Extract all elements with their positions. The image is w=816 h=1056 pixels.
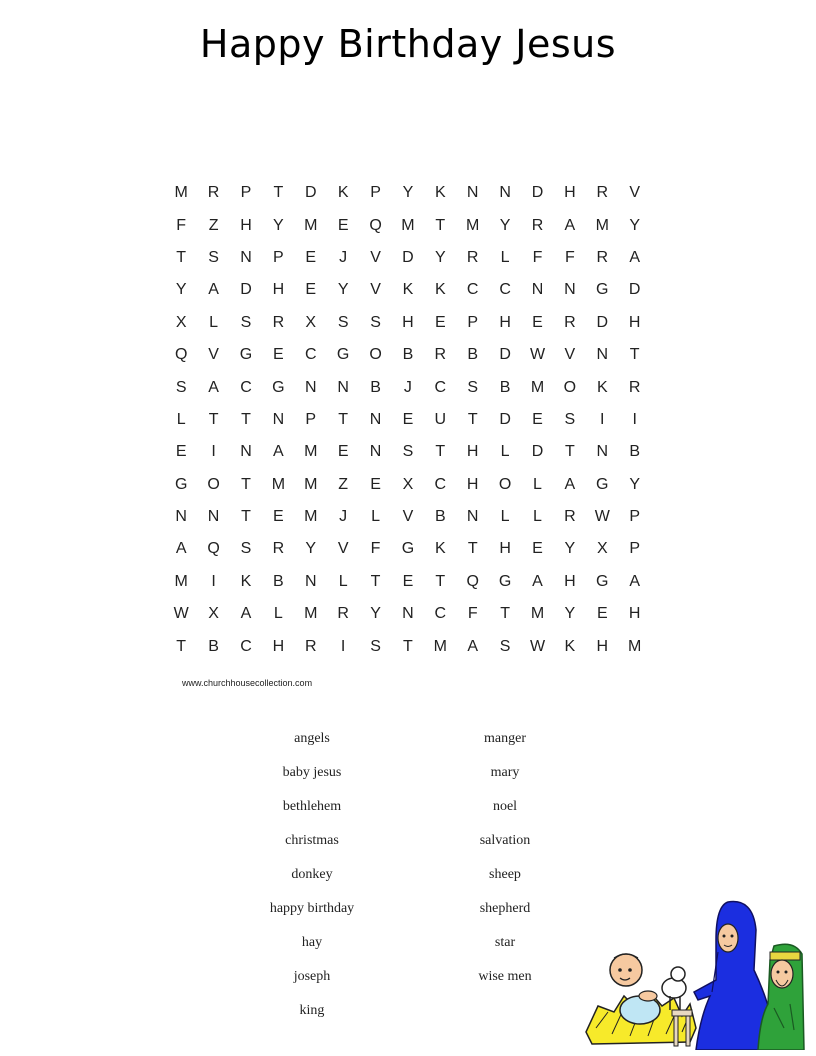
grid-letter: B: [273, 572, 284, 590]
grid-letter: O: [563, 378, 577, 396]
grid-letter: N: [466, 508, 479, 526]
grid-letter: T: [370, 572, 381, 590]
grid-letter: D: [499, 346, 511, 364]
grid-letter: B: [208, 637, 219, 655]
grid-letter: C: [304, 346, 317, 364]
grid-letter: T: [273, 184, 284, 202]
grid-letter: N: [531, 281, 544, 299]
word-list-item: bethlehem: [282, 799, 342, 814]
grid-letter: B: [499, 378, 511, 396]
grid-letter: O: [498, 475, 512, 493]
grid-letter: M: [433, 637, 447, 655]
grid-letter: R: [596, 184, 609, 202]
grid-letter: R: [272, 313, 285, 331]
grid-letter: F: [370, 540, 381, 558]
grid-letter: N: [596, 443, 609, 461]
grid-letter: M: [466, 216, 480, 234]
grid-letter: R: [564, 508, 576, 526]
grid-letter: V: [208, 346, 219, 364]
grid-letter: H: [402, 313, 414, 331]
grid-letter: I: [211, 572, 216, 590]
website-credit: www.churchhousecollection.com: [182, 678, 313, 688]
grid-letter: G: [174, 475, 188, 493]
grid-letter: M: [174, 184, 188, 202]
grid-letter: X: [175, 313, 187, 331]
grid-letter: R: [596, 248, 609, 266]
grid-letter: E: [532, 540, 543, 558]
grid-letter: V: [337, 540, 349, 558]
grid-letter: T: [338, 410, 349, 428]
grid-letter: Y: [175, 281, 187, 299]
grid-letter: Q: [466, 572, 479, 590]
grid-letter: D: [304, 184, 317, 202]
grid-letter: L: [533, 475, 542, 493]
grid-letter: T: [467, 540, 478, 558]
grid-letter: P: [370, 184, 381, 202]
grid-letter: Q: [369, 216, 382, 234]
word-list-item: manger: [484, 731, 526, 746]
grid-letter: B: [370, 378, 381, 396]
grid-letter: N: [304, 572, 317, 590]
grid-letter: O: [369, 346, 382, 364]
grid-letter: P: [629, 508, 640, 526]
grid-letter: K: [434, 281, 446, 299]
grid-letter: R: [434, 346, 447, 364]
grid-letter: K: [564, 637, 576, 655]
grid-letter: Y: [564, 605, 576, 623]
grid-letter: E: [402, 410, 414, 428]
grid-letter: E: [273, 346, 284, 364]
grid-letter: C: [499, 281, 511, 299]
grid-letter: N: [369, 410, 382, 428]
grid-letter: C: [434, 378, 447, 396]
grid-letter: S: [467, 378, 479, 396]
grid-letter: X: [305, 313, 317, 331]
grid-letter: H: [499, 313, 511, 331]
grid-letter: D: [531, 184, 544, 202]
grid-letter: G: [239, 346, 253, 364]
grid-letter: F: [532, 248, 543, 266]
grid-letter: S: [402, 443, 414, 461]
word-list-right: [425, 722, 585, 994]
grid-letter: J: [403, 378, 412, 396]
grid-letter: N: [596, 346, 609, 364]
grid-letter: A: [467, 637, 479, 655]
word-list-item: joseph: [293, 969, 331, 984]
grid-letter: M: [628, 637, 642, 655]
grid-letter: N: [369, 443, 382, 461]
grid-letter: A: [208, 378, 219, 396]
grid-letter: B: [434, 508, 446, 526]
grid-letter: O: [207, 475, 220, 493]
word-list-item: baby jesus: [282, 765, 342, 780]
grid-letter: Y: [564, 540, 576, 558]
grid-letter: Y: [434, 248, 446, 266]
grid-letter: D: [499, 410, 511, 428]
grid-letter: E: [337, 443, 349, 461]
grid-letter: K: [596, 378, 608, 396]
grid-letter: L: [209, 313, 219, 331]
word-list-item: wise men: [478, 969, 532, 984]
grid-letter: N: [272, 410, 285, 428]
grid-letter: Q: [207, 540, 220, 558]
grid-letter: V: [629, 184, 640, 202]
grid-letter: T: [208, 410, 219, 428]
grid-letter: R: [564, 313, 576, 331]
grid-letter: H: [596, 637, 609, 655]
grid-letter: S: [337, 313, 349, 331]
grid-letter: H: [466, 443, 479, 461]
grid-letter: H: [272, 281, 285, 299]
grid-letter: D: [596, 313, 609, 331]
grid-letter: K: [402, 281, 414, 299]
grid-letter: L: [533, 508, 542, 526]
word-list-item: star: [494, 935, 516, 950]
grid-letter: T: [629, 346, 640, 364]
word-search-grid: [165, 177, 651, 663]
grid-letter: R: [531, 216, 544, 234]
grid-letter: A: [208, 281, 219, 299]
grid-letter: G: [596, 475, 609, 493]
grid-letter: G: [272, 378, 285, 396]
page-title: Happy Birthday Jesus: [199, 22, 617, 66]
grid-letter: W: [173, 605, 189, 623]
grid-letter: W: [529, 637, 546, 655]
grid-letter: B: [467, 346, 479, 364]
grid-letter: U: [434, 410, 447, 428]
grid-letter: E: [532, 410, 543, 428]
word-list-item: christmas: [285, 833, 339, 848]
grid-letter: C: [434, 605, 447, 623]
grid-letter: S: [370, 313, 381, 331]
grid-letter: N: [240, 248, 252, 266]
grid-letter: Y: [629, 216, 640, 234]
grid-letter: L: [176, 410, 186, 428]
grid-letter: K: [240, 572, 252, 590]
word-list-item: king: [299, 1003, 325, 1018]
grid-letter: E: [434, 313, 446, 331]
grid-letter: V: [370, 248, 381, 266]
grid-letter: M: [530, 605, 545, 623]
grid-letter: S: [240, 313, 252, 331]
grid-letter: T: [435, 572, 446, 590]
grid-letter: H: [240, 216, 252, 234]
grid-letter: S: [208, 248, 219, 266]
grid-letter: S: [240, 540, 252, 558]
grid-letter: H: [564, 572, 576, 590]
grid-letter: A: [629, 248, 640, 266]
grid-letter: N: [402, 605, 414, 623]
grid-letter: M: [304, 475, 318, 493]
grid-letter: L: [371, 508, 380, 526]
grid-letter: F: [467, 605, 478, 623]
grid-letter: T: [467, 410, 478, 428]
grid-letter: E: [532, 313, 543, 331]
grid-letter: N: [337, 378, 349, 396]
grid-letter: G: [596, 572, 609, 590]
grid-letter: L: [338, 572, 348, 590]
grid-letter: L: [500, 508, 510, 526]
word-list-item: hay: [301, 935, 323, 950]
grid-letter: R: [466, 248, 479, 266]
grid-letter: H: [466, 475, 479, 493]
grid-letter: R: [337, 605, 349, 623]
grid-letter: N: [207, 508, 220, 526]
word-list-item: salvation: [479, 833, 531, 848]
grid-letter: N: [304, 378, 317, 396]
word-list-item: donkey: [291, 867, 333, 882]
grid-letter: G: [401, 540, 415, 558]
grid-letter: A: [175, 540, 187, 558]
grid-letter: T: [176, 637, 187, 655]
grid-letter: E: [370, 475, 381, 493]
grid-letter: L: [500, 248, 510, 266]
word-list-item: happy birthday: [269, 901, 355, 916]
grid-letter: P: [305, 410, 317, 428]
grid-letter: K: [434, 184, 446, 202]
grid-letter: L: [273, 605, 283, 623]
grid-letter: H: [564, 184, 576, 202]
grid-letter: Y: [499, 216, 511, 234]
grid-letter: A: [532, 572, 543, 590]
nativity-scene-illustration: [578, 900, 806, 1050]
grid-letter: F: [564, 248, 575, 266]
grid-letter: V: [564, 346, 576, 364]
grid-letter: R: [207, 184, 220, 202]
grid-letter: I: [211, 443, 216, 461]
grid-letter: I: [600, 410, 605, 428]
grid-letter: R: [304, 637, 317, 655]
grid-letter: D: [402, 248, 414, 266]
grid-letter: T: [435, 216, 446, 234]
grid-letter: P: [467, 313, 479, 331]
grid-letter: Z: [208, 216, 219, 234]
grid-letter: H: [628, 313, 641, 331]
grid-letter: Y: [402, 184, 414, 202]
grid-letter: P: [629, 540, 640, 558]
grid-letter: N: [564, 281, 576, 299]
grid-letter: N: [499, 184, 511, 202]
grid-letter: M: [271, 475, 286, 493]
grid-letter: V: [402, 508, 414, 526]
grid-letter: C: [240, 378, 252, 396]
word-list-item: angels: [294, 731, 330, 746]
grid-letter: A: [564, 216, 576, 234]
grid-letter: K: [434, 540, 446, 558]
grid-letter: C: [434, 475, 447, 493]
grid-letter: X: [596, 540, 608, 558]
grid-letter: T: [435, 443, 446, 461]
grid-letter: E: [175, 443, 187, 461]
grid-letter: T: [403, 637, 413, 655]
grid-letter: H: [499, 540, 511, 558]
grid-letter: R: [272, 540, 285, 558]
grid-letter: W: [594, 508, 610, 526]
grid-letter: N: [240, 443, 252, 461]
grid-letter: P: [273, 248, 284, 266]
word-list-item: mary: [490, 765, 520, 780]
grid-letter: G: [336, 346, 350, 364]
grid-letter: M: [174, 572, 188, 590]
grid-letter: T: [500, 605, 510, 623]
grid-letter: E: [305, 248, 317, 266]
grid-letter: Q: [174, 346, 188, 364]
grid-letter: Y: [370, 605, 381, 623]
grid-letter: W: [529, 346, 546, 364]
grid-letter: T: [241, 475, 251, 493]
grid-letter: L: [500, 443, 510, 461]
grid-letter: T: [564, 443, 575, 461]
grid-letter: T: [241, 410, 251, 428]
grid-letter: M: [530, 378, 545, 396]
grid-letter: H: [272, 637, 285, 655]
grid-letter: C: [466, 281, 479, 299]
grid-letter: K: [337, 184, 349, 202]
grid-letter: E: [337, 216, 349, 234]
grid-letter: C: [240, 637, 252, 655]
grid-letter: Y: [273, 216, 284, 234]
grid-letter: V: [370, 281, 381, 299]
grid-letter: A: [273, 443, 284, 461]
grid-letter: A: [240, 605, 252, 623]
word-list-item: shepherd: [479, 901, 531, 916]
grid-letter: Y: [305, 540, 317, 558]
grid-letter: G: [596, 281, 609, 299]
grid-letter: D: [531, 443, 544, 461]
grid-letter: E: [402, 572, 414, 590]
grid-letter: B: [402, 346, 414, 364]
grid-letter: S: [499, 637, 511, 655]
grid-letter: I: [340, 637, 346, 655]
grid-letter: A: [629, 572, 640, 590]
grid-letter: T: [241, 508, 251, 526]
grid-letter: E: [305, 281, 317, 299]
grid-letter: D: [240, 281, 252, 299]
grid-letter: S: [370, 637, 381, 655]
grid-letter: H: [628, 605, 641, 623]
grid-letter: X: [208, 605, 219, 623]
grid-letter: B: [629, 443, 640, 461]
grid-letter: A: [564, 475, 576, 493]
grid-letter: Y: [629, 475, 640, 493]
grid-letter: N: [175, 508, 187, 526]
grid-letter: T: [176, 248, 187, 266]
word-list-item: sheep: [489, 867, 521, 882]
grid-letter: P: [240, 184, 252, 202]
grid-letter: D: [628, 281, 641, 299]
grid-letter: M: [304, 216, 318, 234]
grid-letter: M: [304, 443, 318, 461]
grid-letter: R: [628, 378, 641, 396]
grid-letter: Y: [337, 281, 349, 299]
grid-letter: M: [304, 605, 318, 623]
grid-letter: G: [498, 572, 512, 590]
grid-letter: M: [401, 216, 415, 234]
grid-letter: S: [175, 378, 187, 396]
word-list-item: noel: [492, 799, 518, 814]
grid-letter: M: [304, 508, 318, 526]
grid-letter: J: [339, 508, 348, 526]
grid-letter: E: [273, 508, 284, 526]
grid-letter: I: [632, 410, 637, 428]
grid-letter: Z: [338, 475, 349, 493]
grid-letter: S: [564, 410, 576, 428]
grid-letter: X: [402, 475, 414, 493]
grid-letter: F: [176, 216, 187, 234]
grid-letter: N: [466, 184, 479, 202]
grid-letter: M: [595, 216, 609, 234]
word-list-left: [232, 722, 392, 1028]
grid-letter: J: [339, 248, 348, 266]
grid-letter: E: [596, 605, 608, 623]
